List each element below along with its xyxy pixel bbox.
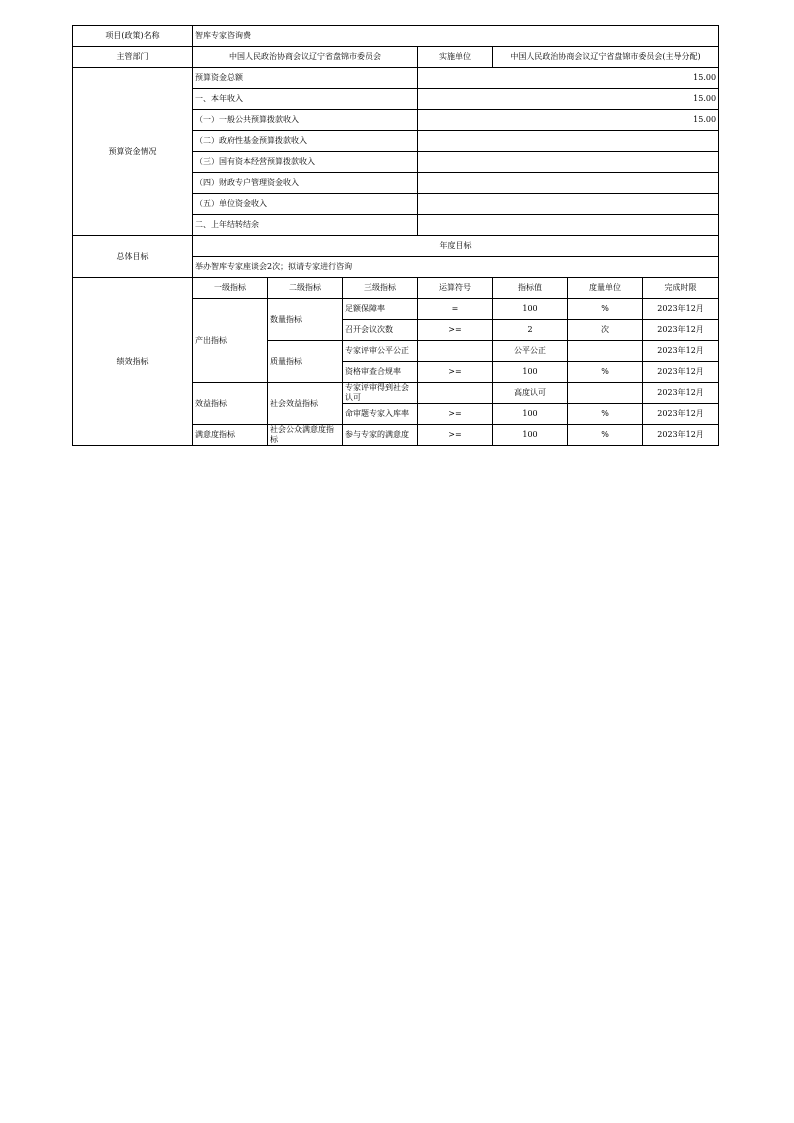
indicator-value: 公平公正 [493, 341, 568, 362]
operator: >= [418, 320, 493, 341]
project-name-value: 智库专家咨询费 [193, 26, 719, 47]
column-header: 完成时限 [643, 278, 719, 299]
level1-indicator: 效益指标 [193, 383, 268, 425]
deadline: 2023年12月 [643, 299, 719, 320]
budget-item-value: 15.00 [418, 68, 719, 89]
annual-goal-label: 年度目标 [193, 236, 719, 257]
overall-goal-label: 总体目标 [73, 236, 193, 278]
column-header: 运算符号 [418, 278, 493, 299]
budget-item-label: 一、本年收入 [193, 89, 418, 110]
deadline: 2023年12月 [643, 341, 719, 362]
unit [568, 341, 643, 362]
budget-item-value: 15.00 [418, 110, 719, 131]
deadline: 2023年12月 [643, 404, 719, 425]
implementing-unit-value: 中国人民政治协商会议辽宁省盘锦市委员会(主导分配) [493, 47, 719, 68]
unit: 次 [568, 320, 643, 341]
deadline: 2023年12月 [643, 383, 719, 404]
indicator-value: 100 [493, 362, 568, 383]
budget-item-label: 二、上年结转结余 [193, 215, 418, 236]
operator: >= [418, 425, 493, 446]
budget-item-label: （四）财政专户管理资金收入 [193, 173, 418, 194]
level1-indicator: 满意度指标 [193, 425, 268, 446]
budget-item-label: 预算资金总额 [193, 68, 418, 89]
budget-row [73, 68, 719, 89]
implementing-unit-label: 实施单位 [418, 47, 493, 68]
column-header: 度量单位 [568, 278, 643, 299]
indicator-value: 高度认可 [493, 383, 568, 404]
budget-item-value [418, 131, 719, 152]
budget-item-label: （一）一般公共预算拨款收入 [193, 110, 418, 131]
level3-indicator: 专家评审得到社会认可 [343, 383, 418, 404]
budget-item-label: （三）国有资本经营预算拨款收入 [193, 152, 418, 173]
column-header: 一级指标 [193, 278, 268, 299]
level1-indicator: 产出指标 [193, 299, 268, 383]
budget-item-value [418, 173, 719, 194]
level2-indicator: 质量指标 [268, 341, 343, 383]
column-header: 指标值 [493, 278, 568, 299]
budget-section-label: 预算资金情况 [73, 68, 193, 236]
level3-indicator: 资格审查合规率 [343, 362, 418, 383]
goal-header-row [73, 236, 719, 257]
level3-indicator: 召开会议次数 [343, 320, 418, 341]
level2-indicator: 社会效益指标 [268, 383, 343, 425]
column-header: 三级指标 [343, 278, 418, 299]
operator: >= [418, 404, 493, 425]
level3-indicator: 命审题专家入库率 [343, 404, 418, 425]
operator: = [418, 299, 493, 320]
indicator-value: 100 [493, 299, 568, 320]
level3-indicator: 专家评审公平公正 [343, 341, 418, 362]
operator: >= [418, 362, 493, 383]
department-value: 中国人民政治协商会议辽宁省盘锦市委员会 [193, 47, 418, 68]
unit: % [568, 362, 643, 383]
performance-target-table [72, 25, 719, 446]
deadline: 2023年12月 [643, 425, 719, 446]
unit: % [568, 425, 643, 446]
unit [568, 383, 643, 404]
level3-indicator: 足额保障率 [343, 299, 418, 320]
indicator-value: 100 [493, 404, 568, 425]
operator [418, 341, 493, 362]
indicator-value: 100 [493, 425, 568, 446]
budget-item-label: （五）单位资金收入 [193, 194, 418, 215]
indicator-header-row [73, 278, 719, 299]
department-row [73, 47, 719, 68]
budget-item-value: 15.00 [418, 89, 719, 110]
operator [418, 383, 493, 404]
budget-item-value [418, 215, 719, 236]
deadline: 2023年12月 [643, 362, 719, 383]
department-label: 主管部门 [73, 47, 193, 68]
project-name-row [73, 26, 719, 47]
budget-item-value [418, 194, 719, 215]
budget-item-value [418, 152, 719, 173]
annual-goal-text: 举办智库专家座谈会2次；拟请专家进行咨询 [193, 257, 719, 278]
level2-indicator: 社会公众满意度指标 [268, 425, 343, 446]
level3-indicator: 参与专家的满意度 [343, 425, 418, 446]
deadline: 2023年12月 [643, 320, 719, 341]
unit: % [568, 299, 643, 320]
column-header: 二级指标 [268, 278, 343, 299]
performance-section-label: 绩效指标 [73, 278, 193, 446]
project-name-label: 项目(政策)名称 [73, 26, 193, 47]
budget-item-label: （二）政府性基金预算拨款收入 [193, 131, 418, 152]
indicator-value: 2 [493, 320, 568, 341]
level2-indicator: 数量指标 [268, 299, 343, 341]
unit: % [568, 404, 643, 425]
